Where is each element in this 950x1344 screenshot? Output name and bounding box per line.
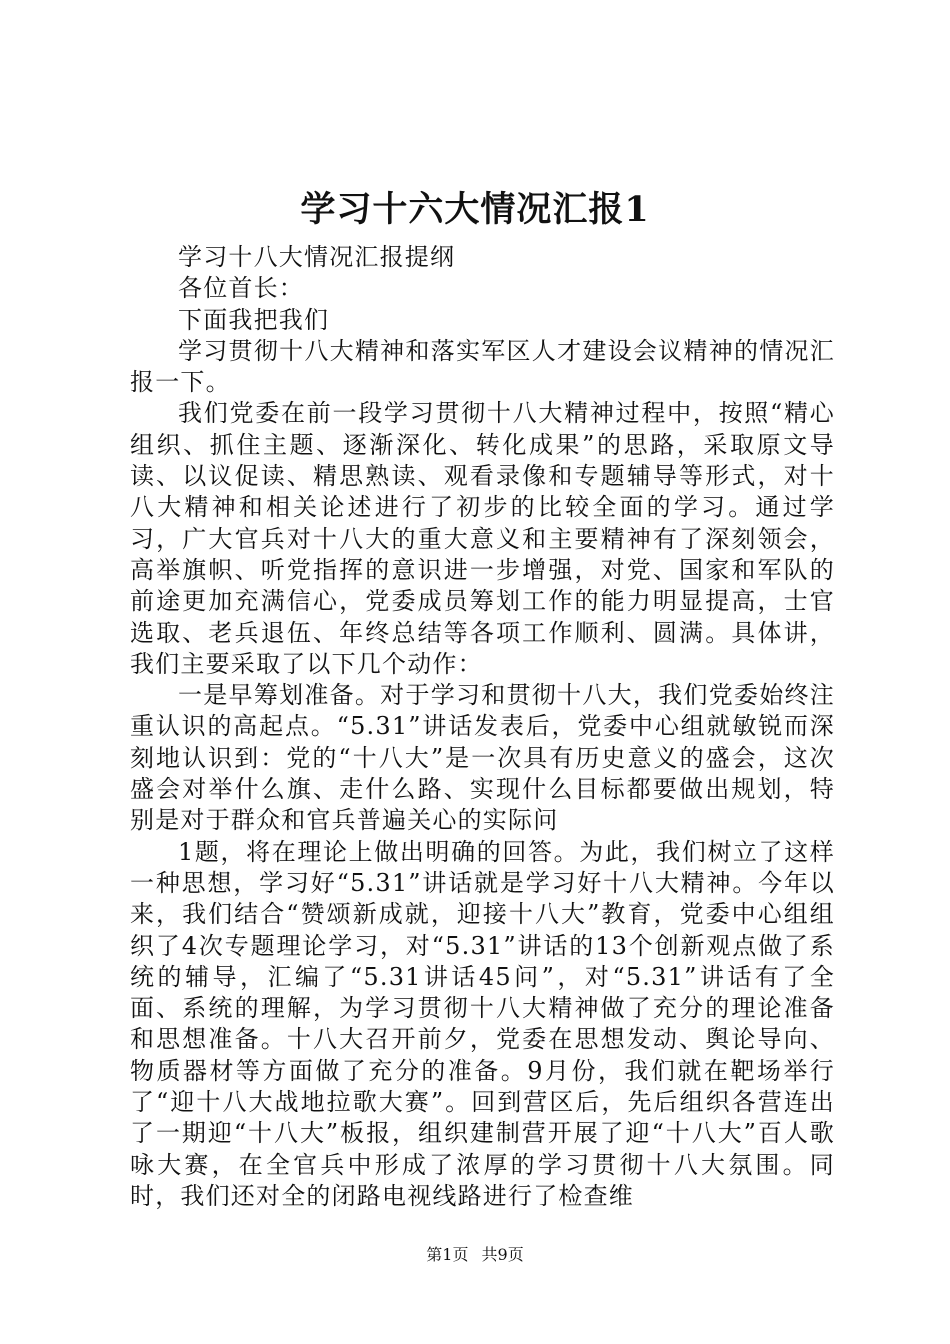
page-number: 第1页 <box>426 1245 469 1264</box>
paragraph-outline-heading: 学习十八大情况汇报提纲 <box>178 243 456 271</box>
paragraph-overview: 我们党委在前一段学习贯彻十八大精神过程中，按照“精心组织、抓住主题、逐渐深化、转化成果”的思路，采取原文导读、以议促读、精思熟读、观看录像和专题辅导等形式，对十八大精神和相关论述进行了初步的比较全面的学习。通过学习，广大官兵对十八大的重大意义和主要精神有了深刻领会，高举旗帜、听党指挥的意识进一步增强，对党、国家和军队的前途更加充满信心，党委成员筹划工作的能力明显提高，士官选取、老兵退伍、年终总结等各项工作顺利、圆满。具体讲，我们主要采取了以下几个动作： <box>130 399 835 678</box>
document-title: 学习十六大情况汇报1 <box>300 189 650 230</box>
paragraph-point-one: 一是早筹划准备。对于学习和贯彻十八大，我们党委始终注重认识的高起点。“5.31”讲话发表后，党委中心组就敏锐而深刻地认识到：党的“十八大”是一次具有历史意义的盛会，这次盛会对举什么旗、走什么路、实现什么目标都要做出规划，特别是对于群众和官兵普遍关心的实际问 <box>130 681 835 835</box>
paragraph-continuation: 1题，将在理论上做出明确的回答。为此，我们树立了这样一种思想，学习好“5.31”讲话就是学习好十八大精神。今年以来，我们结合“赞颂新成就，迎接十八大”教育，党委中心组组织了4次专题理论学习，对“5.31”讲话的13个创新观点做了系统的辅导，汇编了“5.31讲话45问”，对“5.31”讲话有了全面、系统的理解，为学习贯彻十八大精神做了充分的理论准备和思想准备。十八大召开前夕，党委在思想发动、舆论导向、物质器材等方面做了充分的准备。9月份，我们就在靶场举行了“迎十八大战地拉歌大赛”。回到营区后，先后组织各营连出了一期迎“十八大”板报，组织建制营开展了迎“十八大”百人歌咏大赛，在全官兵中形成了浓厚的学习贯彻十八大氛围。同时，我们还对全的闭路电视线路进行了检查维 <box>130 837 835 1210</box>
page-footer <box>0 1244 950 1266</box>
document-body <box>130 242 835 1212</box>
paragraph-topic: 学习贯彻十八大精神和落实军区人才建设会议精神的情况汇报一下。 <box>130 336 835 397</box>
paragraph-salutation: 各位首长： <box>178 274 304 303</box>
page-total: 共9页 <box>481 1245 524 1264</box>
paragraph-intro: 下面我把我们 <box>178 305 330 334</box>
